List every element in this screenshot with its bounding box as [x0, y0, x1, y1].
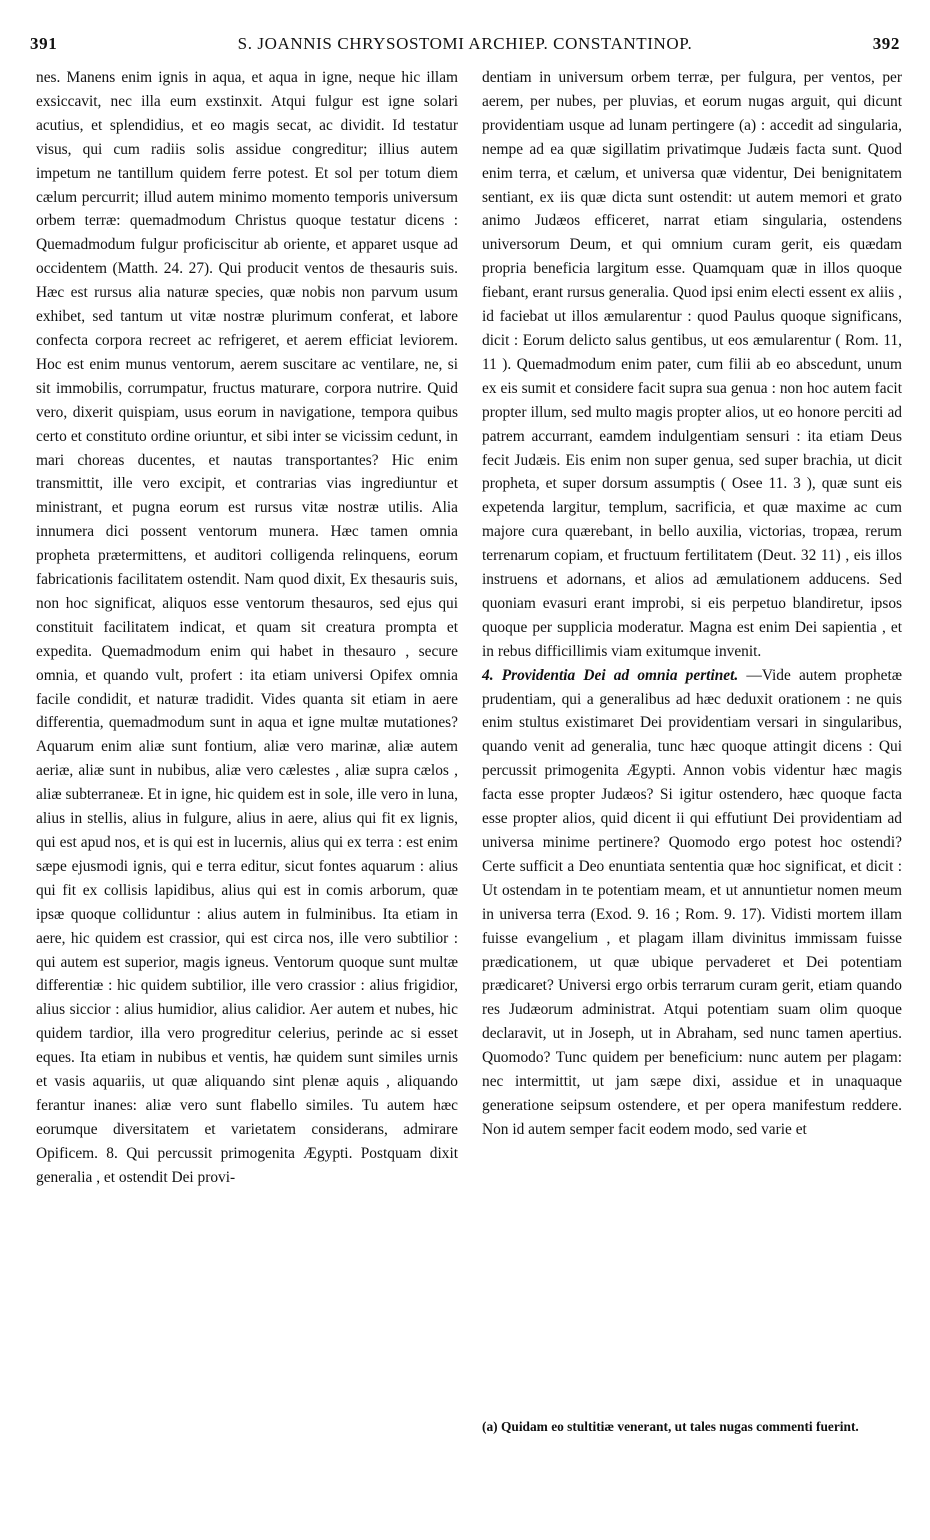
right-column: [482, 66, 902, 1142]
left-column: [36, 66, 458, 1456]
right-column-paragraph-2: [482, 664, 902, 1142]
running-title: S. JOANNIS CHRYSOSTOMI ARCHIEP. CONSTANTINOP.: [237, 34, 693, 53]
right-column-paragraph-1: dentiam in universum orbem terræ, per fulgura, per ventos, per aerem, per nubes, per pluvias, et eorum nugas arguit, qui dicunt providentiam usque ad lunam pertingere (a) : accedit ad singularia, nempe ad ea quæ sigillatim privatimque Judæis facta sunt. Quod enim terra, et cælum, et universa quæ videntur, Dei benignitatem sentiant, ex iis quæ dicta sunt ostendit: ut autem memori et grato animo Judæos efficeret, narrat etiam singularia, ostendens universorum Deum, et qui omnium curam gerit, eis quædam propria beneficia largitum esse. Quamquam quæ in illos quoque fiebant, erant rursus generalia. Quod ipsi enim electi essent ex aliis , id faciebat ut illos æmularentur : quod Paulus quoque significans, dicit : Eorum delicto salus gentibus, ut eos æmularentur ( Rom. 11, 11 ). Quemadmodum enim pater, cum filii ab eo abscedunt, unum ex eis sumit et considere facit supra sua genua : non hoc autem facit propter illum, sed multo magis propter alios, ut eo honore perciti ad patrem accurrant, eamdem indulgentiam sensuri : ita etiam Deus fecit Judæis. Eis enim non super genua, sed super brachia, ut dicit propheta, et super dorsum assumptis ( Osee 11. 3 ), quæ sunt eis expetenda largitur, templum, sacrificia, et quæ maxime ac cum majore cura quærebant, in bello auxilia, victorias, tropæa, rerum terrenarum copiam, et fructuum fertilitatem (Deut. 32 11) , eis illos instruens et adornans, et alios ad æmulationem adducens. Sed quoniam evasuri erant improbi, si eis perpetuo blandiretur, ipsos quoque per supplicia moderatur. Magna est enim Dei sapientia , et in rebus difficillimis viam exitumque invenit.: [482, 69, 902, 660]
section-heading: 4. Providentia Dei ad omnia pertinet.: [482, 666, 739, 684]
page-number-right: 392: [872, 34, 900, 53]
left-column-text: nes. Manens enim ignis in aqua, et aqua in igne, neque hic illam exsiccavit, nec illa eum exstinxit. Atqui fulgur est igne solari acutius, et splendidius, et eo magis secat, ac dividit. Id testatur visus, qui cum radiis solis assidue congreditur; illius autem impetum ne tantillum quidem ferre potest. Et sol per totum diem cælum percurrit; illud autem minimo momento temporis universum orbem terræ: quemadmodum Christus quoque testatur dicens : Quemadmodum fulgur proficiscitur ab oriente, et apparet usque ad occidentem (Matth. 24. 27). Qui producit ventos de thesauris suis. Hæc est rursus alia naturæ species, quæ nobis non parvum usum exhibet, sed tantum ut vitæ nostræ plurimum conferat, et labore confecta corpora recreet ac refrigeret, et aerem efficiat leviorem. Hoc est enim munus ventorum, aerem suscitare ac ventilare, ne, si sit immobilis, corrumpatur, fructus maturare, corpora nutrire. Quid vero, dixerit quispiam, usus eorum in navigatione, tempora quibus certo et constituto ordine oriuntur, et sibi inter se vicissim cedunt, in mari choreas ducentes, et nautas transportantes? Hic enim transmittit, ille vero excipit, et contrarias vias ingrediuntur et ministrant, et pugna eorum est rursus vitæ nostræ utilis. Alia innumera dici possent ventorum munera. Hæc tamen omnia propheta prætermittens, et auditori colligenda relinquens, eorum fabricationis facilitatem ostendit. Nam quod dixit, Ex thesauris suis, non hoc significat, aliquos esse ventorum thesauros, sed ejus qui constituit facilitatem indicat, et quam sit creatura prompta et expedita. Quemadmodum enim qui habet in thesauro , secure omnia, et quando vult, profert : ita etiam universi Opifex omnia facile condidit, et naturæ tradidit. Vides quanta sit etiam in aere differentia, quemadmodum sunt in aqua et igne multæ mutationes? Aquarum enim aliæ sunt fontium, aliæ vero marinæ, aliæ autem aeriæ, aliæ sunt in nubibus, aliæ vero cælestes , aliæ supra cælos , aliæ subterraneæ. Et in igne, hic quidem est in sole, ille vero in luna, alius in stellis, alius in fulgure, alius in aere, alius qui fit ex lignis, qui est apud nos, et is qui est in lucernis, alius qui ex terra : est enim sæpe ejusmodi ignis, qui e terra editur, sicut fontes aquarum : alius qui fit ex collisis lapidibus, alius qui est in comis arborum, quæ ipsæ quoque colliduntur : alius autem in fulminibus. Ita etiam in aere, hic quidem est crassior, qui est circa nos, ille vero subtilior : qui autem est superior, magis igneus. Ventorum quoque sunt multæ differentiæ : hic quidem subtilior, ille vero crassior : alius frigidior, alius siccior : alius humidior, alius calidior. Aer autem et nubes, hic quidem tardior, illa vero progreditur celerius, perinde ac si esset eques. Ita etiam in nubibus et ventis, hæ quidem sunt similes urnis et vasis aquariis, ut quæ aliquando sint plenæ aquis , aliquando ferantur inanes: aliæ vero sunt flabello similes. Tu autem hæc eorumque diversitatem et varietatem considerans, admirare Opificem. 8. Qui percussit primogenita Ægypti. Postquam dixit generalia , et ostendit Dei provi-: [36, 69, 458, 1186]
page-number-left: 391: [30, 34, 58, 53]
page-header: [30, 34, 900, 60]
footnote: (a) Quidam eo stultitiæ venerant, ut tales nugas commenti fuerint.: [482, 1419, 859, 1434]
section-body-text: —Vide autem prophetæ prudentiam, qui a generalibus ad hæc deduxit orationem : ne quis enim stultus existimaret Dei providentiam versari in singularibus, quando venit ad generalia, tunc hæc quoque attingit dicens : Qui percussit primogenita Ægypti. Annon vobis videntur hæc magis facta esse propter Judæos? Si igitur ostendero, hæc quoque facta esse propter alios, quid dicent ii qui effutiunt Dei providentiam ad universa minime pertinere? Quomodo ergo potest hoc ostendi? Certe sufficit a Deo enuntiata sententia quæ hoc significat, et dicit : Ut ostendam in te potentiam meam, et ut annuntietur nomen meum in universa terra (Exod. 9. 16 ; Rom. 9. 17). Vidisti mortem illam fuisse evangelium , et plagam illam divinitus immissam fuisse prædicationem, ut quæ ubique pervaderet et Dei potentiam prædicaret? Universi ergo orbis terrarum curam gerit, etiam quando res Judæorum administrat. Atqui potentiam suam olim quoque declaravit, ut in Joseph, ut in Abraham, sed nunc tamen apertius. Quomodo? Tunc quidem per beneficium: nunc autem per plagam: nec intermittit, ut jam sæpe dixi, assidue et in unaquaque generatione seipsum ostendere, et per opera manifestum reddere. Non id autem semper facit eodem modo, sed varie et: [482, 666, 903, 1138]
